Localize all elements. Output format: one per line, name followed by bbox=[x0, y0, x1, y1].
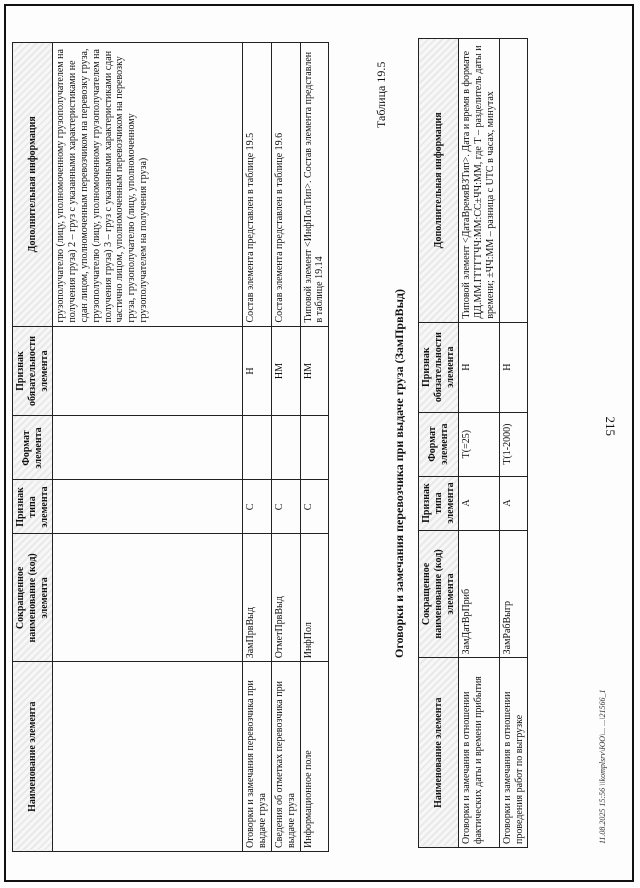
header-format: Формат элемента bbox=[419, 412, 459, 476]
cell-info: Типовой элемент <ИнфПолТип>. Состав элемента представлен в таблице 19.14 bbox=[300, 43, 329, 327]
table-header-row bbox=[13, 43, 53, 852]
cell-code: ОтметПрвВыд bbox=[271, 534, 300, 662]
cell-name: Информационное поле bbox=[300, 662, 329, 852]
header-name: Наименование элемента bbox=[13, 662, 53, 852]
header-required: Признак обязательности элемента bbox=[13, 326, 53, 416]
table-title: Оговорки и замечания перевозчика при выдаче груза (ЗамПрвВыд) bbox=[392, 289, 406, 658]
cell-format: T(1-2000) bbox=[499, 412, 528, 476]
header-format: Формат элемента bbox=[13, 416, 53, 480]
cell-format bbox=[300, 416, 329, 480]
header-code: Сокращенное наименование (код) элемента bbox=[419, 530, 459, 658]
table-row bbox=[300, 43, 329, 852]
table-header-row bbox=[419, 39, 459, 848]
cell-type: С bbox=[300, 480, 329, 534]
cell-code: ЗамПрвВыд bbox=[243, 534, 272, 662]
cell-required bbox=[53, 326, 243, 416]
cell-name: Оговорки и замечания перевозчика при выдаче груза bbox=[243, 662, 272, 852]
cell-code: ЗамДатВрПриб bbox=[459, 530, 499, 658]
cell-required: НМ bbox=[271, 326, 300, 416]
header-type: Признак типа элемента bbox=[13, 480, 53, 534]
cell-info: Состав элемента представлен в таблице 19.5 bbox=[243, 43, 272, 327]
cell-type: С bbox=[243, 480, 272, 534]
cell-type bbox=[53, 480, 243, 534]
cell-format: T(=25) bbox=[459, 412, 499, 476]
cell-required: Н bbox=[459, 322, 499, 412]
page-number: 215 bbox=[603, 416, 618, 436]
header-type: Признак типа элемента bbox=[419, 476, 459, 530]
cell-code bbox=[53, 534, 243, 662]
header-info: Дополнительная информация bbox=[419, 39, 459, 323]
cell-code: ЗамРабВыгр bbox=[499, 530, 528, 658]
header-info: Дополнительная информация bbox=[13, 43, 53, 327]
attributes-table-continued bbox=[12, 42, 329, 852]
cell-required: Н bbox=[243, 326, 272, 416]
cell-name: Сведения об отметках перевозчика при выдаче груза bbox=[271, 662, 300, 852]
cell-name bbox=[53, 662, 243, 852]
cell-format bbox=[53, 416, 243, 480]
cell-format bbox=[243, 416, 272, 480]
cell-format bbox=[271, 416, 300, 480]
table-row bbox=[271, 43, 300, 852]
table-row bbox=[243, 43, 272, 852]
cell-info: грузополучателю (лицу, уполномоченному грузополучателем на получения груза) 2 – груз с указанными характеристиками не сдан лицом, уполномоченным перевозчиком на перевозку груза, грузополучателю (лицу, уполномоченному грузополучателем на получения груза) 3 – груз с указанными характеристиками сдан частично лицом, уполномоченным перевозчиком на перевозку груза, грузополучателю (лицу, уполномоченному грузополучателем на получения груза) bbox=[53, 43, 243, 327]
table-row bbox=[459, 39, 499, 848]
remarks-table bbox=[418, 38, 528, 848]
table-row bbox=[499, 39, 528, 848]
footer-path: 11.08.2025 15:56 \\komplsrv\ЮО\... ...\21566_1 bbox=[598, 689, 607, 844]
cell-type: А bbox=[459, 476, 499, 530]
cell-info bbox=[499, 39, 528, 323]
cell-name: Оговорки и замечания в отношении фактических даты и времени прибытия bbox=[459, 658, 499, 848]
header-name: Наименование элемента bbox=[419, 658, 459, 848]
cell-required: НМ bbox=[300, 326, 329, 416]
table-row bbox=[53, 43, 243, 852]
cell-type: А bbox=[499, 476, 528, 530]
table-number: Таблица 19.5 bbox=[374, 61, 388, 128]
cell-info: Типовой элемент <ДатаВремяВЗТип>. Дата и время в формате ДД.ММ.ГГГГТЧЧ:ММ:СС±ЧЧ:ММ, где Т – разделитель даты и времени; ±ЧЧ:ММ – разница с UTC в часах, минутах bbox=[459, 39, 499, 323]
cell-type: С bbox=[271, 480, 300, 534]
cell-info: Состав элемента представлен в таблице 19.6 bbox=[271, 43, 300, 327]
cell-required: Н bbox=[499, 322, 528, 412]
cell-name: Оговорки и замечания в отношении проведения работ по выгрузке bbox=[499, 658, 528, 848]
cell-code: ИнфПол bbox=[300, 534, 329, 662]
header-code: Сокращенное наименование (код) элемента bbox=[13, 534, 53, 662]
header-required: Признак обязательности элемента bbox=[419, 322, 459, 412]
